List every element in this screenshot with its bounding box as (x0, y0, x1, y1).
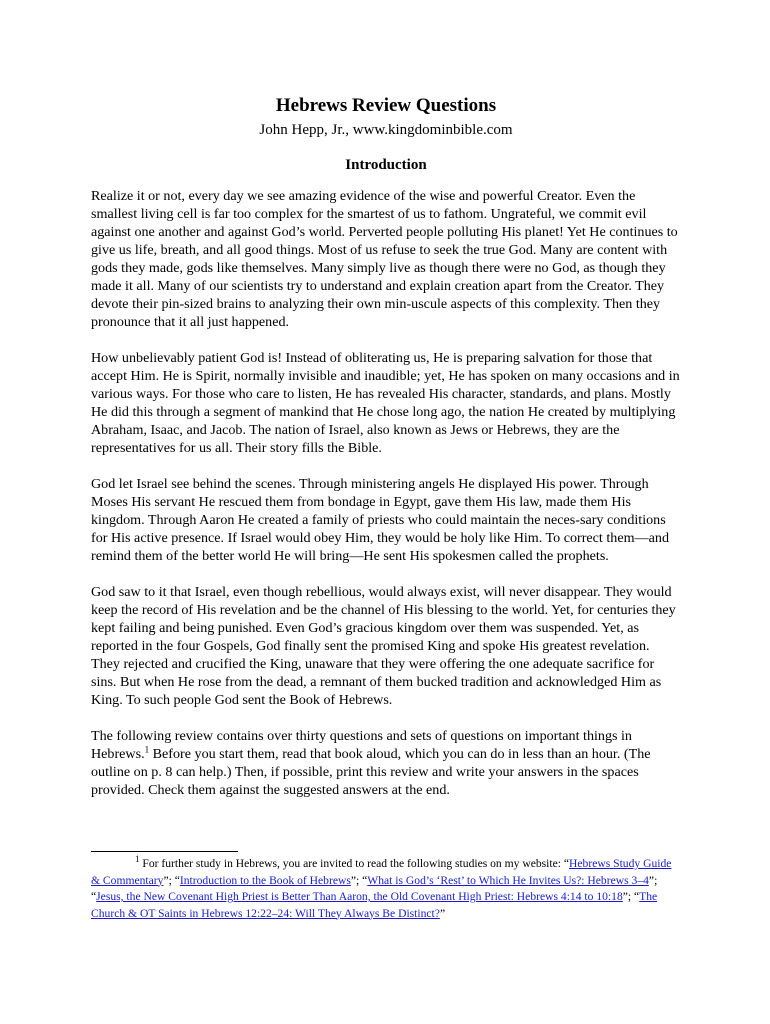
paragraph-5-start: The following review contains over thirty questions and sets of questions on important things in Hebrews. (91, 728, 632, 762)
section-heading: Introduction (345, 157, 427, 173)
footnote-reference[interactable]: 1 (144, 744, 150, 755)
footnote-mark: 1 (135, 854, 140, 865)
footnote-intro: For further study in Hebrews, you are invited to read the following studies on my website: “ (139, 857, 570, 870)
footnote-separator: ”; “ (622, 890, 640, 903)
footnote-link-church-ot-saints[interactable]: The Church & OT Saints in Hebrews 12:22–24: Will They Always Be Distinct? (91, 890, 658, 920)
document-body (91, 94, 681, 799)
footnote-divider (91, 851, 238, 852)
footnote-separator: ”; “ (163, 873, 180, 887)
footnote-separator: ”; “ (91, 873, 658, 903)
paragraph-4: God saw to it that Israel, even though rebellious, would always exist, will never disappear. They would keep the record of His revelation and be the channel of His blessing to the world. Yet, for centuries they kept failing and being punished. Even God’s gracious kingdom over them was suspended. Yet, as reported in the four Gospels, God finally sent the promised King and spoke His greatest revelation. They rejected and crucified the King, unaware that they were offering the one adequate sacrifice for sins. But when He rose from the dead, a remnant of them bucked tradition and acknowledged Him as King. To such people God sent the Book of Hebrews. (91, 584, 676, 708)
paragraph-3: God let Israel see behind the scenes. Through ministering angels He displayed His power. Through Moses His servant He rescued them from bondage in Egypt, gave them His law, made them His kingdom. Through Aaron He created a family of priests who could maintain the neces-sary conditions for His active presence. If Israel would obey Him, they would be holy like Him. To correct them—and remind them of the better world He will bring—He sent His spokesmen called the prophets. (91, 476, 669, 564)
paragraph-5 (91, 727, 681, 799)
footnote-text (91, 856, 681, 922)
footnote-closing: ” (439, 906, 446, 920)
paragraph-1: Realize it or not, every day we see amazing evidence of the wise and powerful Creator. Even the smallest living cell is far too complex for the smartest of us to fathom. Ungrateful, we commit evil against one another and against God’s world. Perverted people polluting His planet! Yet He continues to give us life, breath, and all good things. Most of us refuse to seek the true God. Many are content with gods they made, gods like themselves. Many simply live as though there were no God, as though they made it all. Many of our scientists try to understand and explain creation apart from the Creator. They devote their pin-sized brains to analyzing their own min-uscule aspects of this complexity. Then they pronounce that it all just happened. (91, 188, 678, 330)
paragraph-2: How unbelievably patient God is! Instead of obliterating us, He is preparing salvation for those that accept Him. He is Spirit, normally invisible and inaudible; yet, He has spoken on many occasions and in various ways. For those who care to listen, He has revealed His character, standards, and plans. Mostly He did this through a segment of mankind that He chose long ago, the nation He created by multiplying Abraham, Isaac, and Jacob. The nation of Israel, also known as Jews or Hebrews, they are the representatives for us all. Their story fills the Bible. (91, 350, 680, 456)
footnote-separator: ”; “ (350, 873, 368, 887)
footnote (91, 856, 681, 922)
footnote-link-high-priest[interactable]: Jesus, the New Covenant High Priest is Better Than Aaron, the Old Covenant High Priest: Hebrews 4:14 to 10:18 (96, 890, 623, 903)
page-title: Hebrews Review Questions (275, 95, 497, 116)
paragraph-5-end: Before you start them, read that book aloud, which you can do in less than an hour. (The outline on p. 8 can help.) Then, if possible, print this review and write your answers in the spaces provided. Check them against the suggested answers at the end. (91, 746, 651, 798)
footnote-link-study-guide[interactable]: Hebrews Study Guide & Commentary (91, 857, 672, 887)
footnote-link-rest[interactable]: What is God’s ‘Rest’ to Which He Invites Us?: Hebrews 3–4 (367, 873, 649, 887)
author-line: John Hepp, Jr., www.kingdominbible.com (259, 122, 513, 138)
footnote-link-introduction[interactable]: Introduction to the Book of Hebrews (179, 873, 351, 887)
